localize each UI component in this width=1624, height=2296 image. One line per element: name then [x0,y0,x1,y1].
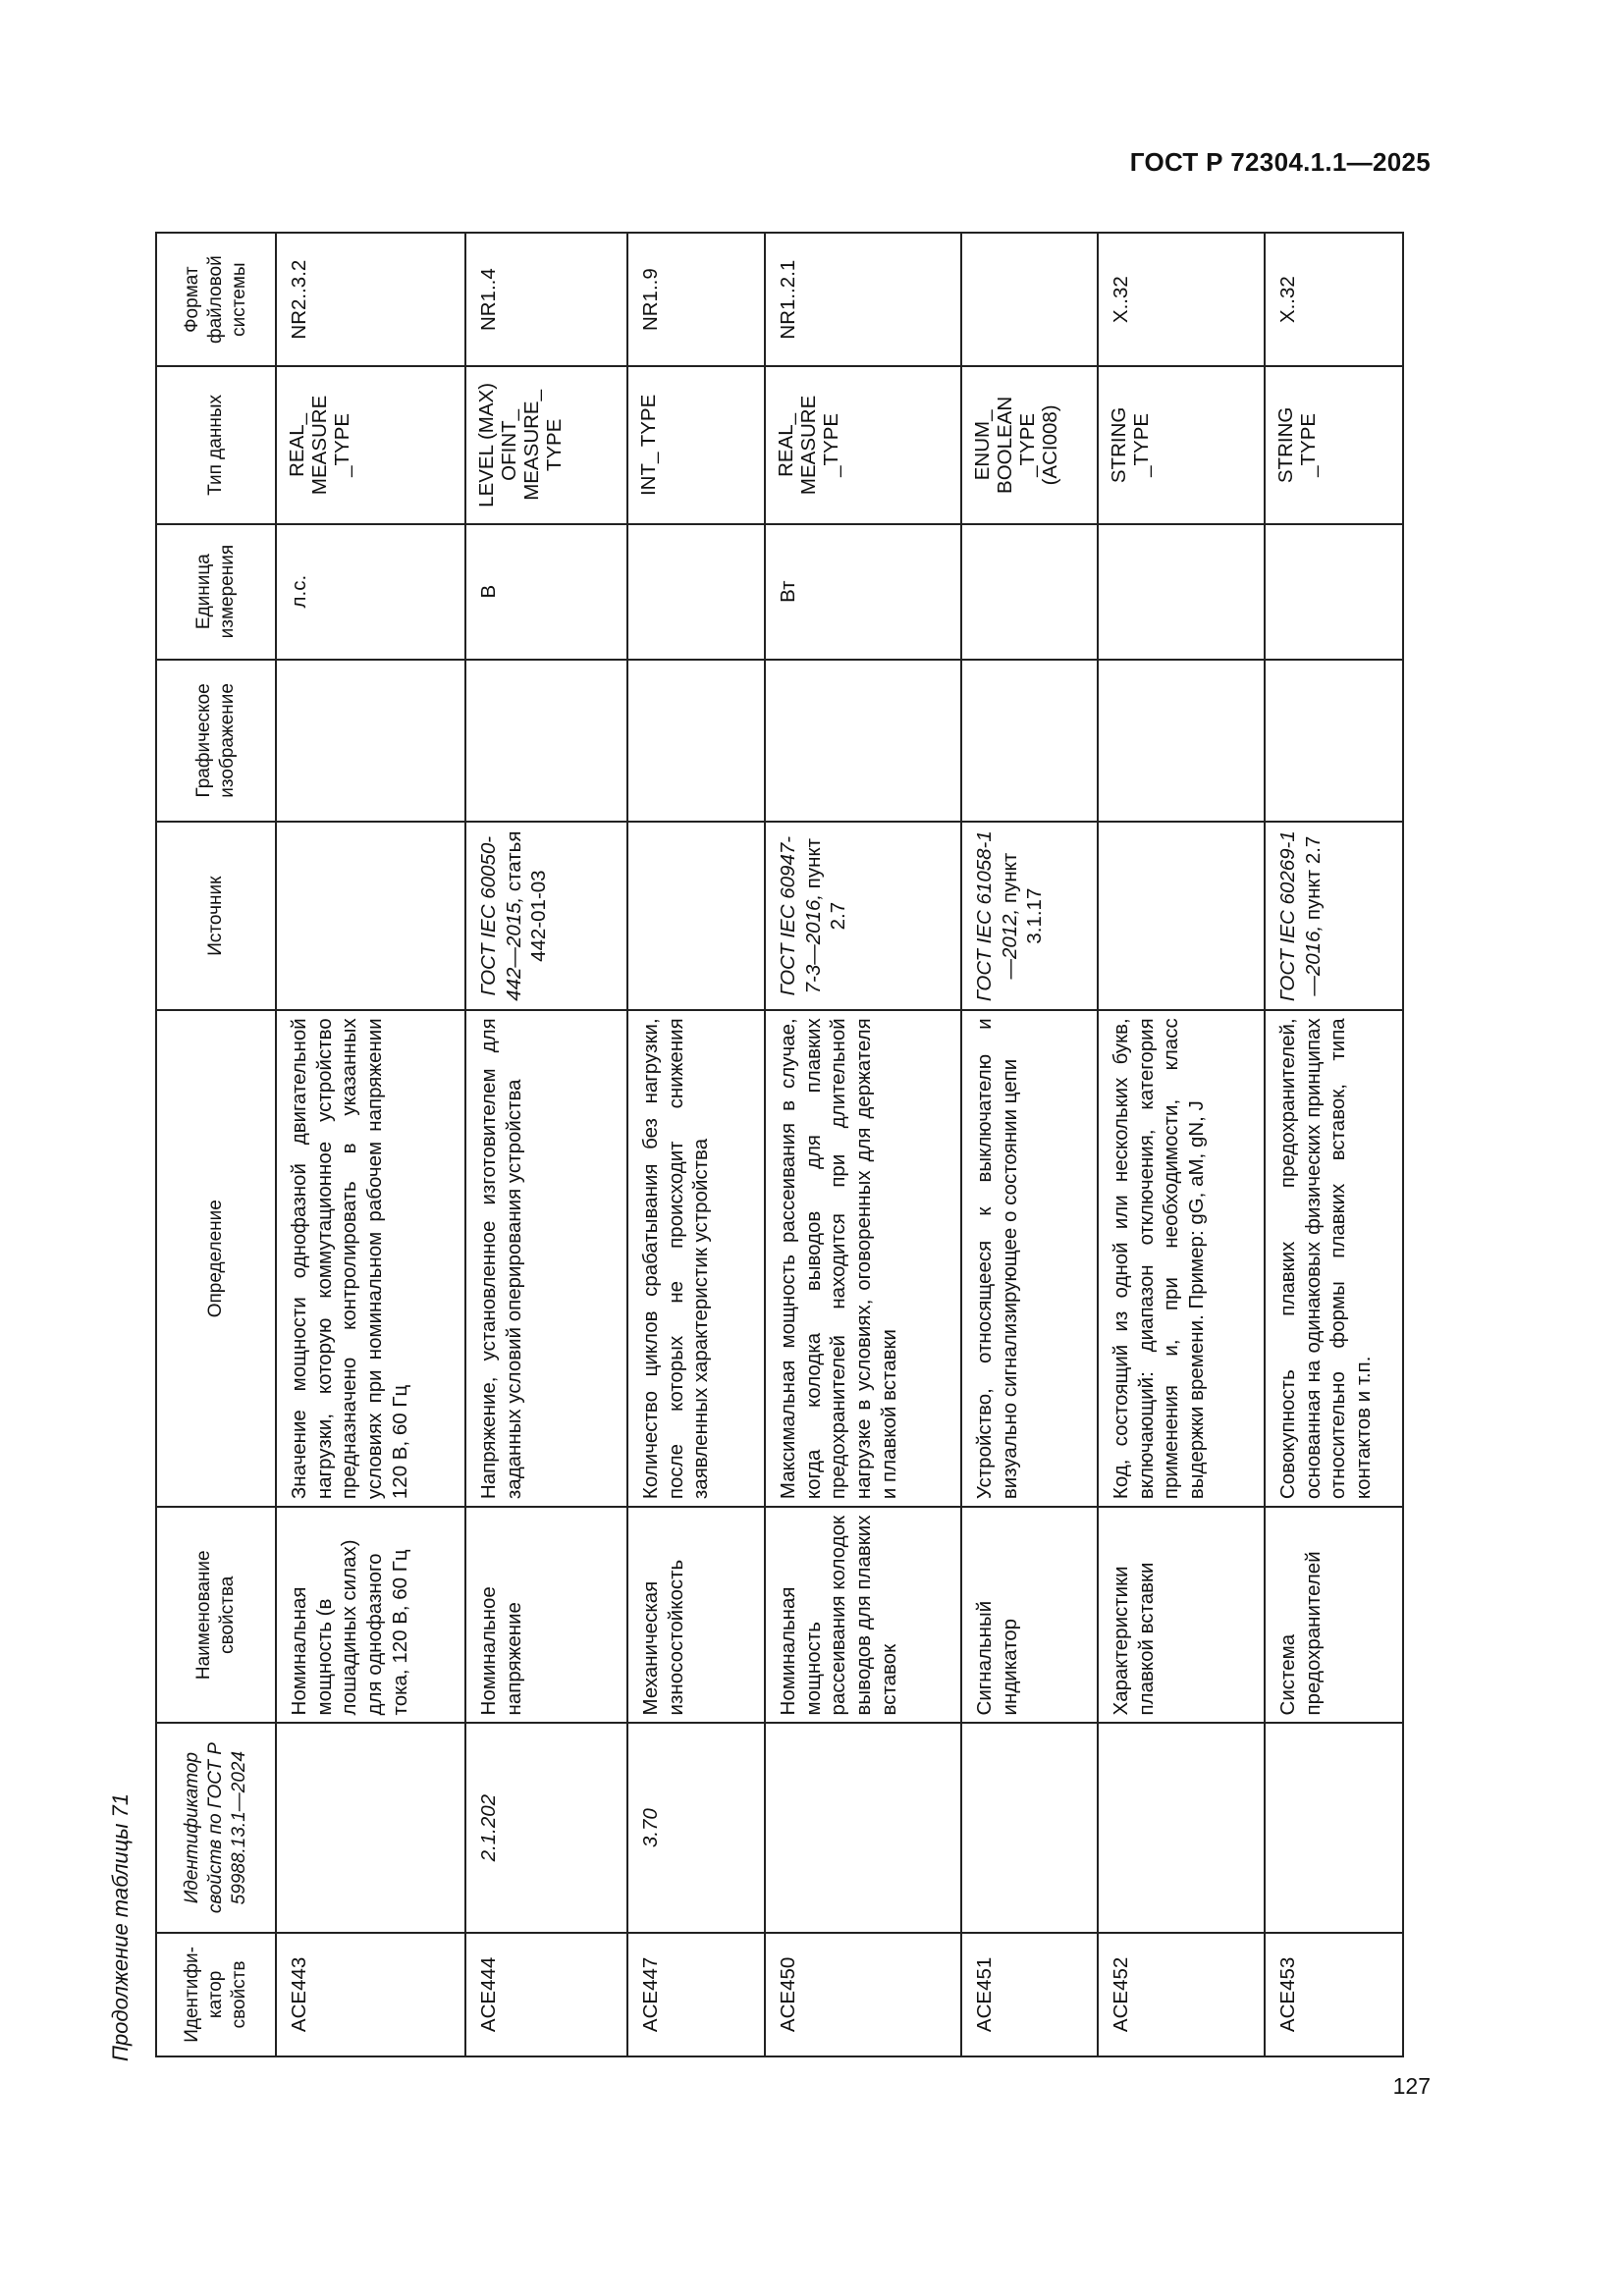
cell-format: NR1..4 [465,233,627,366]
col-header-gost-id: Идентификатор свойств по ГОСТ Р 59988.13.1—2024 [156,1723,276,1932]
cell-source [961,822,1098,1010]
cell-gost-id [276,1723,465,1932]
cell-format: X..32 [1265,233,1403,366]
cell-format: X..32 [1098,233,1265,366]
cell-gost-id: 3.70 [627,1723,765,1932]
cell-property-id: ACE447 [627,1933,765,2056]
table-row [465,233,627,2056]
table-caption: Продолжение таблицы 71 [108,1793,133,2061]
cell-definition: Значение мощности однофазной двигательной нагрузки, которую коммутационное устройство предназначено контролировать в указанных условиях при номинальном рабочем напряжении 120 В, 60 Гц [276,1010,465,1507]
cell-property-id: ACE451 [961,1933,1098,2056]
cell-property-id: ACE453 [1265,1933,1403,2056]
cell-graphic [1265,660,1403,822]
cell-unit [1098,524,1265,660]
properties-table [155,232,1404,2057]
cell-source [1098,822,1265,1010]
col-header-graphic: Графическое изображение [156,660,276,822]
table-header-row [156,233,276,2056]
source-clause: пункт 2.7 [1301,835,1325,921]
cell-unit: Вт [765,524,961,660]
col-header-format: Формат файловой системы [156,233,276,366]
cell-gost-id [765,1723,961,1932]
cell-definition: Напряжение, установленное изготовителем для заданных условий оперирования устройства [465,1010,627,1507]
cell-graphic [465,660,627,822]
cell-unit [961,524,1098,660]
cell-source [765,822,961,1010]
table-body [276,233,1403,2056]
col-header-id: Идентифи-катор свойств [156,1933,276,2056]
cell-unit: В [465,524,627,660]
cell-definition: Код, состоящий из одной или нескольких букв, включающий: диапазон отключения, категория применения и, при необходимости, класс выдержки времени. Пример: gG, aM, gN, J [1098,1010,1265,1507]
source-standard: ГОСТ IEC 61058-1—2012, [973,830,1021,1002]
cell-graphic [627,660,765,822]
cell-source [627,822,765,1010]
cell-graphic [961,660,1098,822]
document-header-code: ГОСТ Р 72304.1.1—2025 [1129,147,1431,177]
cell-graphic [276,660,465,822]
table-row [1265,233,1403,2056]
cell-data-type: REAL_ MEASURE _TYPE [765,366,961,523]
table-row [765,233,961,2056]
col-header-name: Наименование свойства [156,1507,276,1723]
cell-graphic [1098,660,1265,822]
table-row [276,233,465,2056]
table-row [1098,233,1265,2056]
cell-format: NR1..9 [627,233,765,366]
table-row [961,233,1098,2056]
col-header-source: Источник [156,822,276,1010]
cell-data-type: ENUM_ BOOLEAN _TYPE (ACI008) [961,366,1098,523]
cell-property-name: Характеристики плавкой вставки [1098,1507,1265,1723]
cell-property-id: ACE444 [465,1933,627,2056]
cell-data-type: INT_ TYPE [627,366,765,523]
cell-property-name: Номинальная мощность (в лошадиных силах) для однофазного тока, 120 В, 60 Гц [276,1507,465,1723]
cell-definition: Максимальная мощность рассеивания в случае, когда колодка выводов для плавких предохранителей находится при длительной нагрузке в условиях, оговоренных для держателя и плавкой вставки [765,1010,961,1507]
source-standard: ГОСТ IEC 60269-1—2016, [1276,830,1325,1002]
cell-property-id: ACE450 [765,1933,961,2056]
col-header-data-type: Тип данных [156,366,276,523]
source-standard: ГОСТ IEC 60050-442—2015, [477,835,525,1001]
cell-gost-id [1098,1723,1265,1932]
source-clause: пункт 2.7 [801,837,850,931]
cell-data-type: LEVEL (MAX) OFINT_ MEASURE_ TYPE [465,366,627,523]
cell-unit [1265,524,1403,660]
col-header-unit: Единица измерения [156,524,276,660]
cell-unit: л.с. [276,524,465,660]
cell-data-type: REAL_ MEASURE _TYPE [276,366,465,523]
col-header-definition: Определение [156,1010,276,1507]
source-standard: ГОСТ IEC 60947-7-3—2016, [777,835,825,996]
cell-data-type: STRING _TYPE [1265,366,1403,523]
cell-property-name: Номинальное напряжение [465,1507,627,1723]
cell-property-id: ACE443 [276,1933,465,2056]
cell-property-name: Номинальная мощность рассеивания колодок выводов для плавких вставок [765,1507,961,1723]
cell-data-type: STRING _TYPE [1098,366,1265,523]
cell-gost-id [1265,1723,1403,1932]
cell-property-name: Механическая износостойкость [627,1507,765,1723]
cell-format [961,233,1098,366]
cell-source [465,822,627,1010]
cell-property-id: ACE452 [1098,1933,1265,2056]
cell-definition: Количество циклов срабатывания без нагрузки, после которых не происходит снижения заявленных характеристик устройства [627,1010,765,1507]
source-clause: статья 442-01-03 [502,830,551,962]
cell-source [1265,822,1403,1010]
cell-definition: Совокупность плавких предохранителей, основанная на одинаковых физических принципах относительно формы плавких вставок, типа контактов и т.п. [1265,1010,1403,1507]
cell-definition: Устройство, относящееся к выключателю и визуально сигнализирующее о состоянии цепи [961,1010,1098,1507]
cell-property-name: Сигнальный индикатор [961,1507,1098,1723]
cell-graphic [765,660,961,822]
cell-source [276,822,465,1010]
cell-format: NR1..2.1 [765,233,961,366]
table-row [627,233,765,2056]
cell-format: NR2..3.2 [276,233,465,366]
source-clause: пункт 3.1.17 [998,852,1047,944]
cell-unit [627,524,765,660]
page-number: 127 [1392,2073,1431,2099]
cell-property-name: Система предохранителей [1265,1507,1403,1723]
rotated-table-page [98,216,1424,2061]
cell-gost-id [961,1723,1098,1932]
cell-gost-id: 2.1.202 [465,1723,627,1932]
